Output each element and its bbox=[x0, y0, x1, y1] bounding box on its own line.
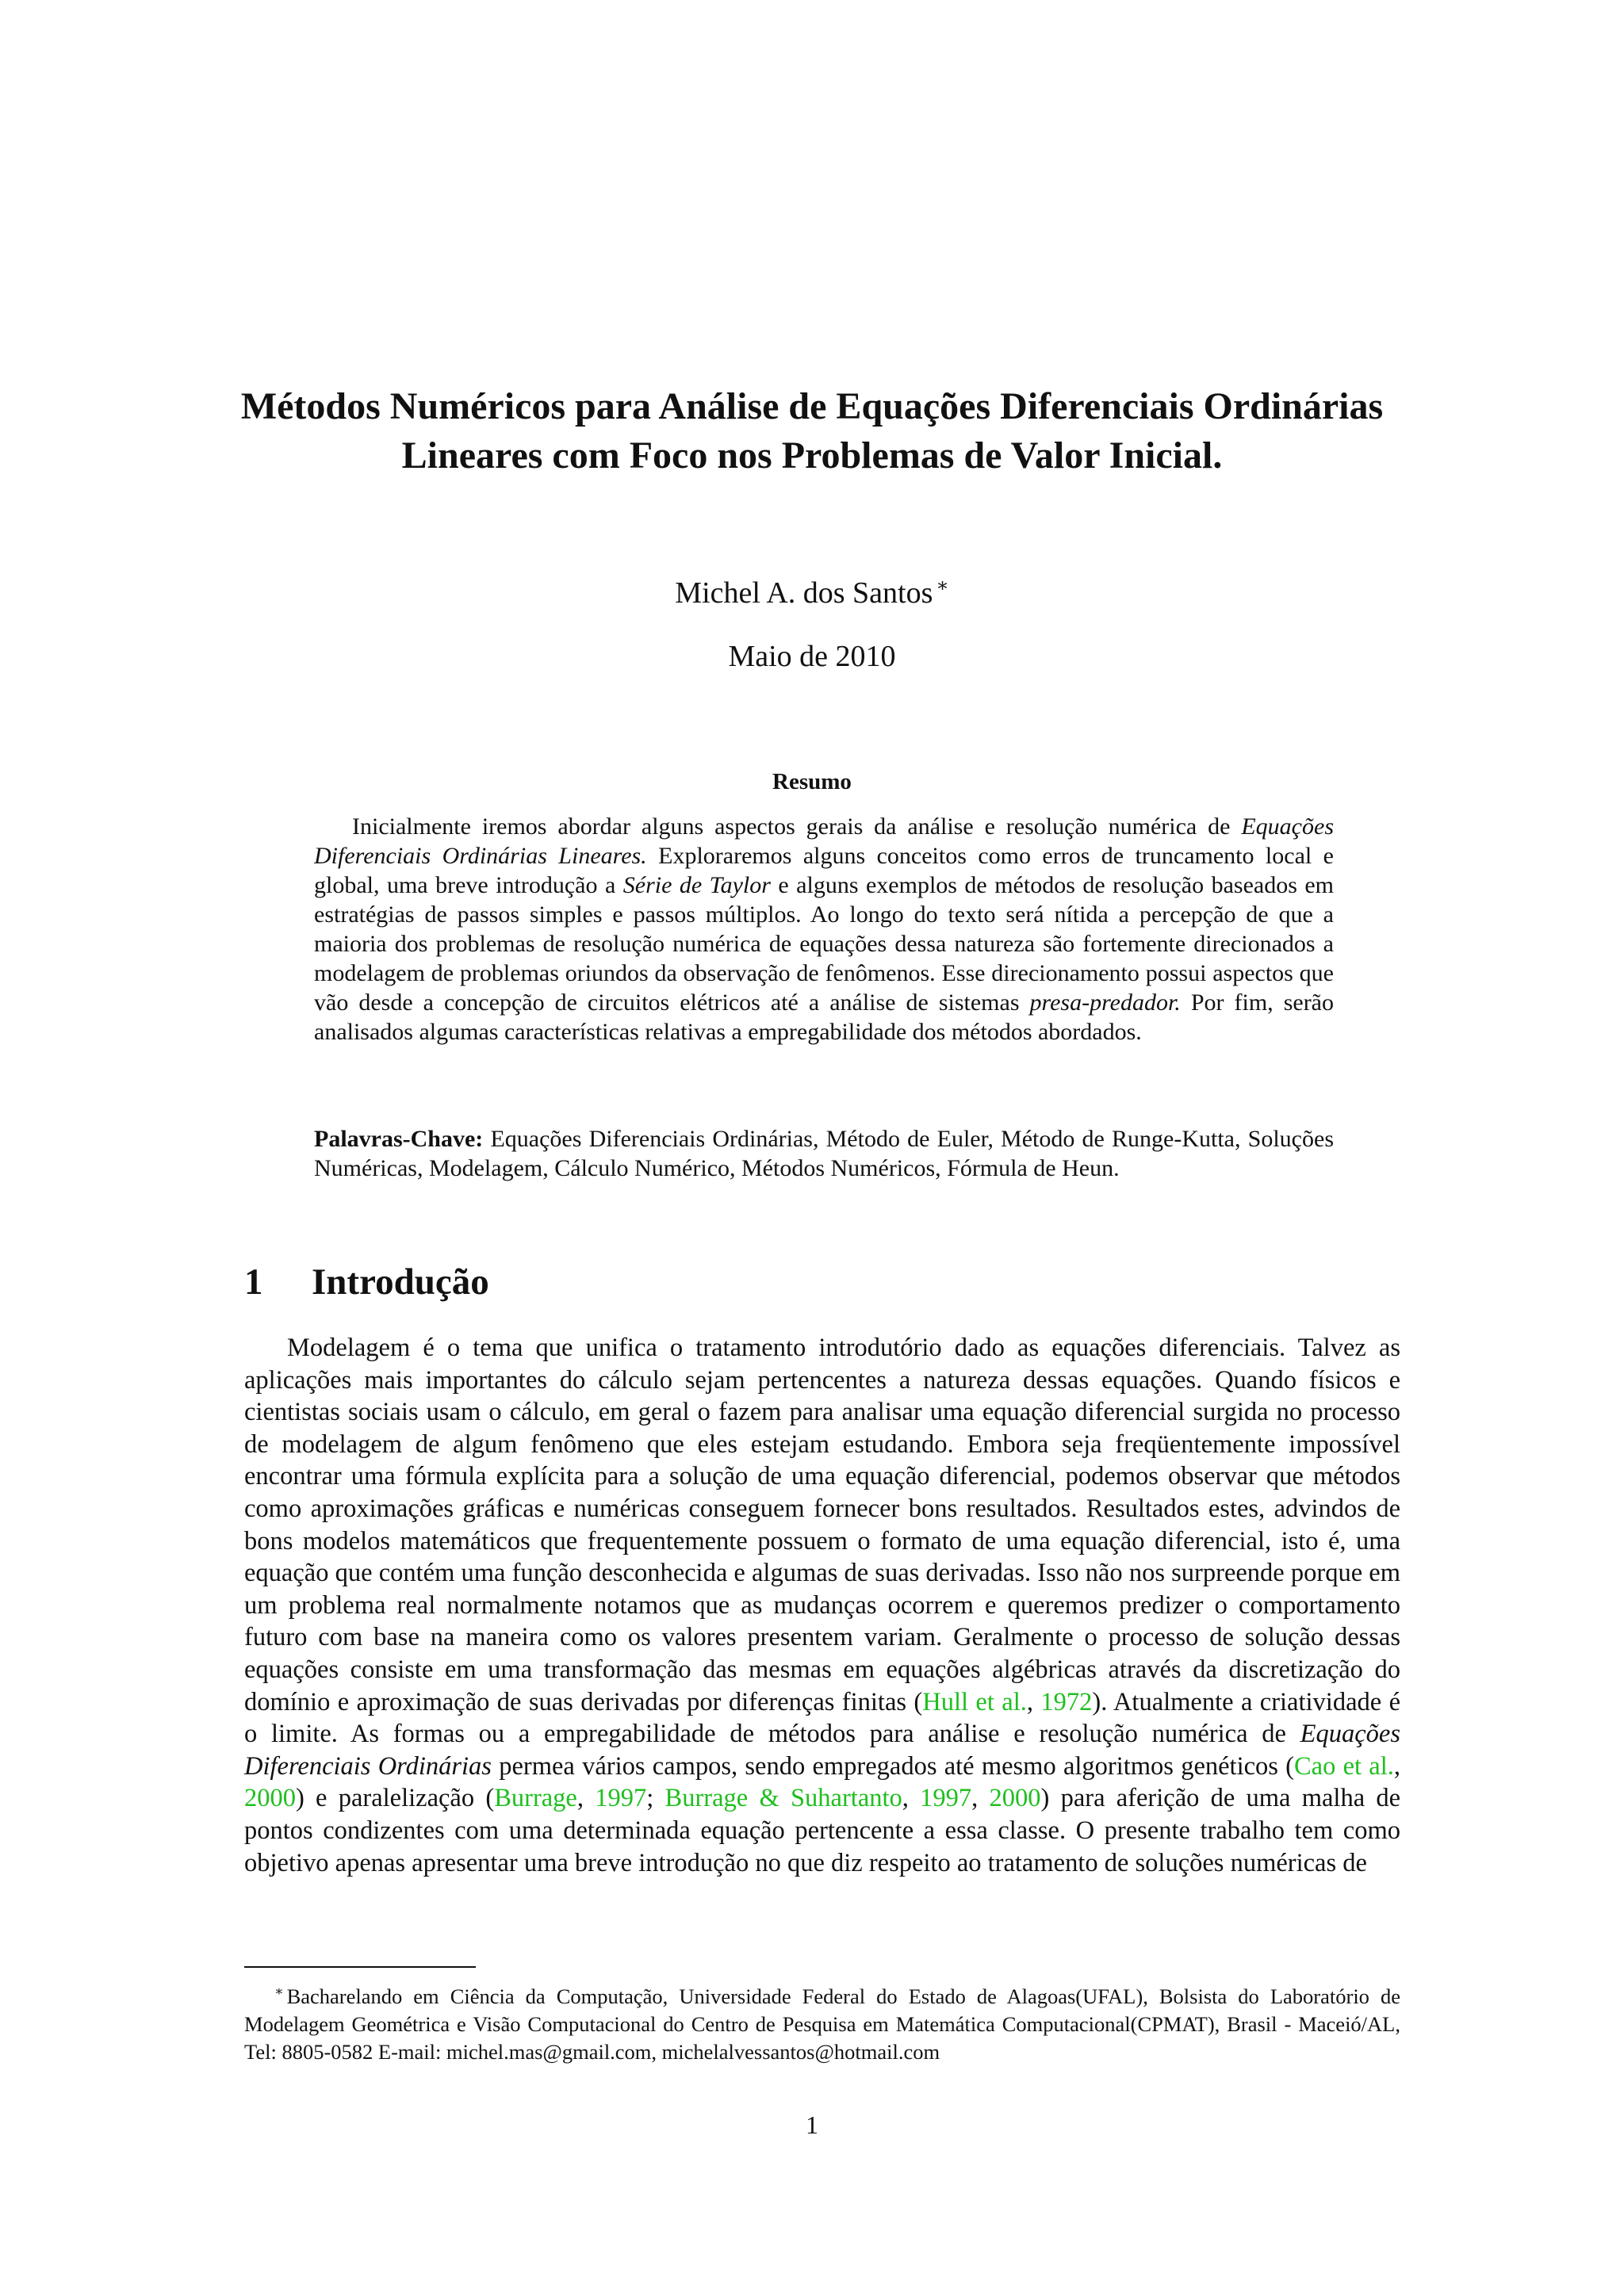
author-footnote-mark[interactable]: ∗ bbox=[936, 576, 949, 596]
citation-link[interactable]: 1997 bbox=[920, 1784, 972, 1813]
paper-title: Métodos Numéricos para Análise de Equações Diferenciais Ordinárias Lineares com Foco nos Problemas de Valor Inicial. bbox=[240, 385, 1384, 476]
body-text: ) e paralelização ( bbox=[296, 1784, 495, 1813]
abstract-emphasis: presa-predador. bbox=[1029, 989, 1181, 1016]
abstract-text: e alguns exemplos de métodos de resolução baseados em estratégias de passos simples e passos múltiplos. Ao longo do texto será nítida a percepção de que a maioria dos problemas de resolução numérica de equações dessa natureza são fortemente direcionados a modelagem de problemas oriundos da observação de fenômenos. Esse direcionamento possui aspectos que vão desde a concepção de circuitos elétricos até a análise de sistemas bbox=[314, 872, 1334, 1016]
citation-link[interactable]: 1972 bbox=[1040, 1687, 1093, 1716]
body-text: ; bbox=[646, 1784, 665, 1813]
page-number: 1 bbox=[806, 2110, 818, 2139]
citation-link[interactable]: 2000 bbox=[989, 1784, 1041, 1813]
body-emphasis: Equações Diferenciais Ordinárias bbox=[244, 1720, 1400, 1781]
keywords-text: Equações Diferenciais Ordinárias, Método de Euler, Método de Runge-Kutta, Soluções Numéricas, Modelagem, Cálculo Numérico, Métodos Numéricos, Fórmula de Heun. bbox=[314, 1126, 1334, 1181]
citation-link[interactable]: Hull et al. bbox=[922, 1687, 1027, 1716]
citation-link[interactable]: Burrage bbox=[494, 1784, 577, 1813]
body-text: , bbox=[1026, 1687, 1041, 1716]
body-text: , bbox=[576, 1784, 596, 1813]
footnote bbox=[244, 1977, 1400, 2066]
keywords-label: Palavras-Chave: bbox=[314, 1126, 484, 1152]
footnote-text: Bacharelando em Ciência da Computação, Universidade Federal do Estado de Alagoas(UFAL), Bolsista do Laboratório de Modelagem Geométrica e Visão Computacional do Centro de Pesquisa em Matemática Computacional(CPMAT), Brasil - Maceió/AL, Tel: 8805-0582 E-mail: michel.mas@gmail.com, michelalvessantos@hotmail.com bbox=[244, 1984, 1400, 2064]
citation-link[interactable]: Cao et al. bbox=[1294, 1751, 1394, 1781]
abstract-text: Por fim, serão analisados algumas características relativas a empregabilidade dos métodos abordados. bbox=[314, 989, 1334, 1045]
section-title: Introdução bbox=[312, 1261, 489, 1303]
footnote-divider bbox=[244, 1966, 476, 1968]
citation-link[interactable]: 2000 bbox=[244, 1784, 296, 1813]
abstract-body bbox=[314, 812, 1334, 1047]
body-text: , bbox=[902, 1784, 921, 1813]
intro-paragraph bbox=[244, 1332, 1400, 1879]
author-name: Michel A. dos Santos bbox=[675, 576, 933, 610]
section-number: 1 bbox=[244, 1261, 263, 1303]
body-text: , bbox=[1393, 1751, 1400, 1781]
section-heading bbox=[244, 1261, 489, 1303]
body-text: Modelagem é o tema que unifica o tratamento introdutório dado as equações diferenciais. Talvez as aplicações mais importantes do cálculo sejam pertencentes a natureza dessas equações. Quando físicos e cientistas sociais usam o cálculo, em geral o fazem para analisar uma equação diferencial surgida no processo de modelagem de algum fenômeno que eles estejam estudando. Embora seja freqüentemente impossível encontrar uma fórmula explícita para a solução de uma equação diferencial, podemos observar que métodos como aproximações gráficas e numéricas conseguem fornecer bons resultados. Resultados estes, advindos de bons modelos matemáticos que frequentemente possuem o formato de uma equação diferencial, isto é, uma equação que contém uma função desconhecida e algumas de suas derivadas. Isso não nos surpreende porque em um problema real normalmente notamos que as mudanças ocorrem e queremos predizer o comportamento futuro com base na maneira como os valores presentem variam. Geralmente o processo de solução dessas equações consiste em uma transformação das mesmas em equações algébricas através da discretização do domínio e aproximação de suas derivadas por diferenças finitas ( bbox=[244, 1334, 1400, 1716]
publication-date: Maio de 2010 bbox=[728, 640, 896, 673]
body-text: , bbox=[971, 1784, 990, 1813]
body-text: permea vários campos, sendo empregados até mesmo algoritmos genéticos ( bbox=[491, 1751, 1294, 1781]
abstract-text: Inicialmente iremos abordar alguns aspectos gerais da análise e resolução numérica de bbox=[352, 813, 1242, 840]
abstract-emphasis: Equações Diferenciais Ordinárias Lineares. bbox=[314, 813, 1334, 869]
citation-link[interactable]: Burrage & Suhartanto bbox=[665, 1784, 902, 1813]
body-text: ). Atualmente a criatividade é o limite. As formas ou a empregabilidade de métodos para análise e resolução numérica de bbox=[244, 1687, 1400, 1749]
body-text: ) para aferição de uma malha de pontos condizentes com uma determinada equação pertencente a essa classe. O presente trabalho tem como objetivo apenas apresentar uma breve introdução no que diz respeito ao tratamento de soluções numéricas de bbox=[244, 1784, 1401, 1877]
author-line bbox=[0, 574, 1624, 610]
abstract-text: Exploraremos alguns conceitos como erros de truncamento local e global, uma breve introdução a bbox=[314, 843, 1334, 898]
footnote-mark: ∗ bbox=[274, 1984, 284, 1999]
abstract-heading: Resumo bbox=[772, 769, 852, 794]
abstract-emphasis: Série de Taylor bbox=[622, 872, 771, 898]
citation-link[interactable]: 1997 bbox=[595, 1784, 647, 1813]
keywords-block bbox=[314, 1124, 1334, 1183]
